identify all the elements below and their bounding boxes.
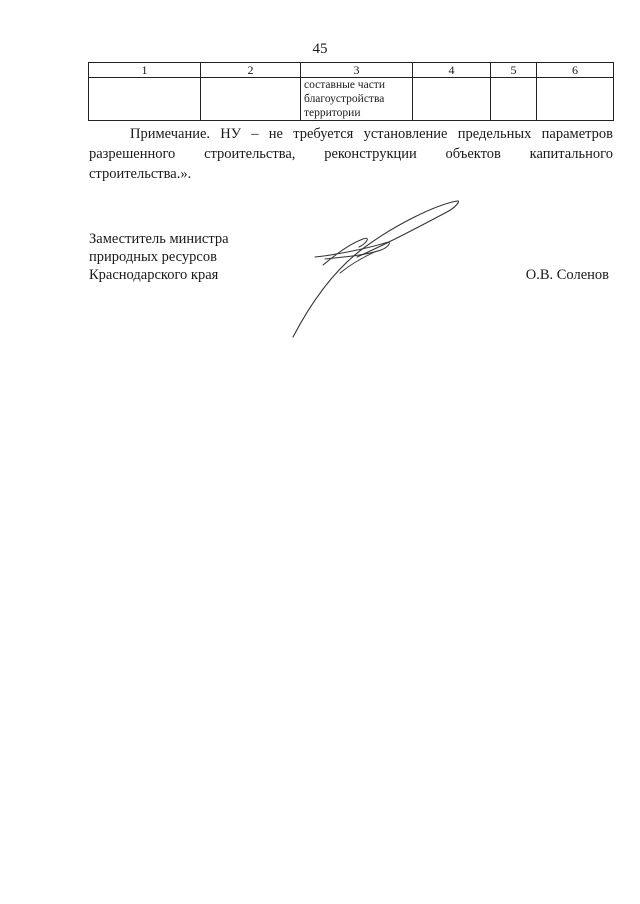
page-number: 45 <box>312 41 328 57</box>
signer-position-line: природных ресурсов <box>89 249 217 265</box>
table-cell <box>413 78 491 121</box>
column-header-3: 3 <box>301 63 413 78</box>
note-line: строительства.». <box>89 166 192 182</box>
table-cell <box>301 78 413 121</box>
note-paragraph <box>89 124 613 184</box>
table-row <box>89 78 614 121</box>
table-header-row <box>89 63 614 78</box>
signer-position-line: Заместитель министра <box>89 231 229 247</box>
table-cell <box>89 78 201 121</box>
column-header-6: 6 <box>537 63 614 78</box>
column-header-2: 2 <box>201 63 301 78</box>
column-header-1: 1 <box>89 63 201 78</box>
handwritten-signature <box>285 195 465 345</box>
data-table <box>88 62 614 121</box>
column-header-4: 4 <box>413 63 491 78</box>
note-line: Примечание. НУ – не требуется установление предельных параметров <box>130 126 613 142</box>
table-cell <box>491 78 537 121</box>
table-cell <box>537 78 614 121</box>
column-header-5: 5 <box>491 63 537 78</box>
signer-position-line: Краснодарского края <box>89 267 219 283</box>
cell-text: составные части благоустройства территории <box>304 79 385 119</box>
note-line: разрешенного строительства, реконструкции объектов капитального <box>89 146 613 162</box>
signer-name: О.В. Соленов <box>525 267 609 283</box>
signer-position <box>89 230 229 284</box>
table-cell <box>201 78 301 121</box>
